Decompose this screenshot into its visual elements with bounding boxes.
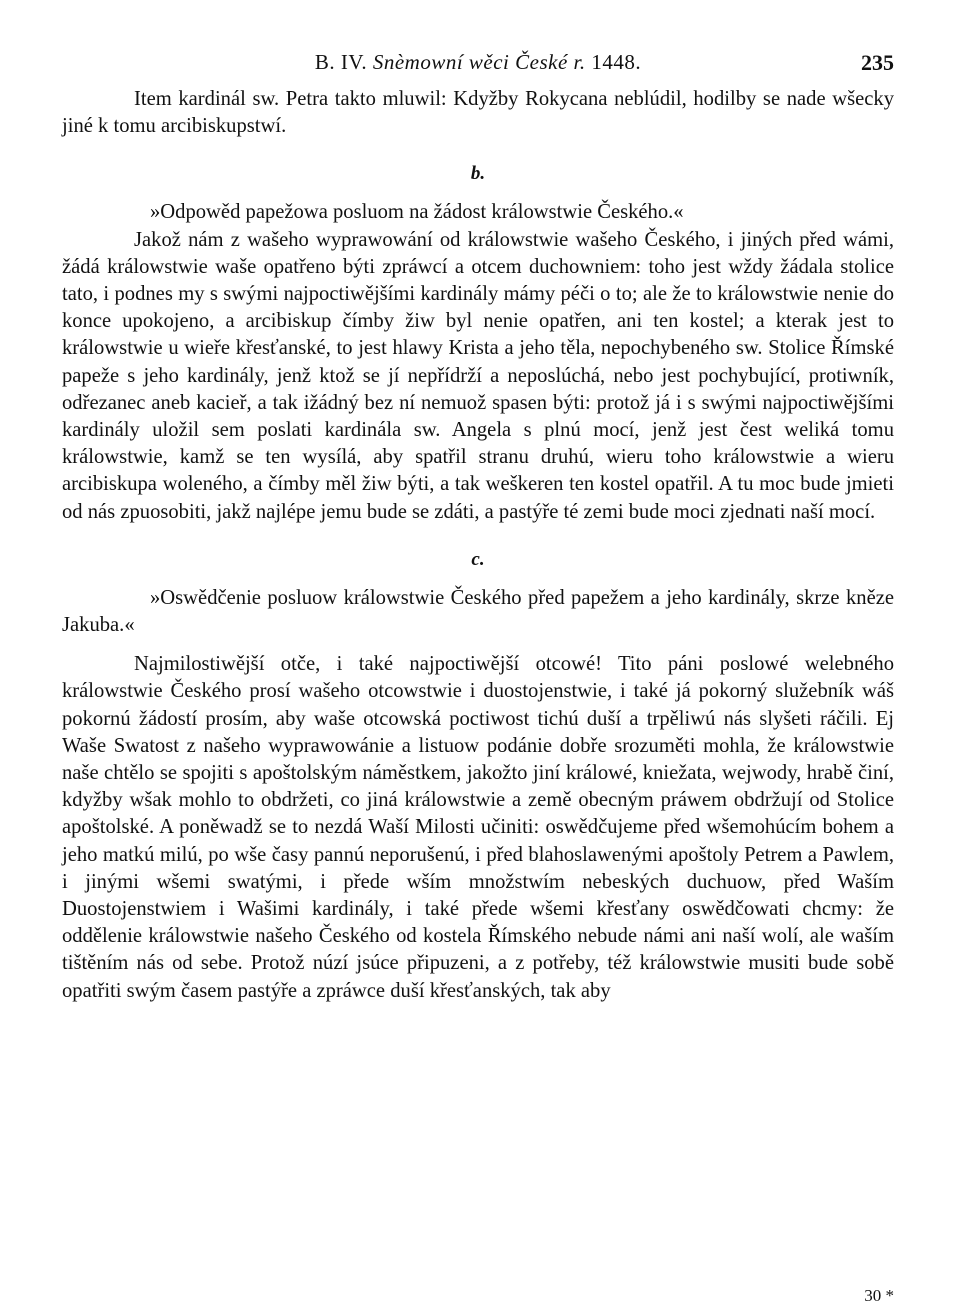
page-number: 235 <box>861 50 894 75</box>
section-c-title: »Oswědčenie posluow králowstwie Českého před papežem a jeho kardinály, skrze kněze Jakuba.« <box>62 586 894 637</box>
running-prefix: B. IV. <box>314 50 368 74</box>
signature-mark: 30 * <box>864 1286 894 1305</box>
running-year: 1448. <box>591 50 642 74</box>
section-c-body: Najmilostiwější otče, i také najpoctiwější otcowé! Tito páni poslowé welebného králowstwie Českého prosí wašeho otcowstwie i duostojenstwie, i také já pokorný služebník wáš pokornú žádostí prosím, aby waše otcowská poctiwost tichú duší a trpěliwú nás slyšeti ráčili. Ej Waše Swatost z našeho wyprawowánie a listuow podánie dobře srozuměti mohla, že králowstwie naše chtělo se spojiti s apoštolským náměstkem, jakožto jiní králowé, kniežata, wejwody, hrabě činí, kdyžby wšak mohlo to obdržeti, co jiná králowstwie a země obecným práwem obdržují od Stolice apoštolské. A poněwadž se to nezdá Waší Milosti učiniti: oswědčujeme před wšemohúcím bohem a jeho matkú milú, po wše časy pannú neporušenú, i před blahoslawenými apoštoly Petrem a Pawlem, i jinými wšemi swatými, i přede wším množstwím nebeských duchuow, před Waším Duostojenstwiem i Wašimi kardinály, i také přede wšemi křesťany oswědčowati chcmy: že oddělenie králowstwie našeho Českého od kostela Římského nebude námi ani naší wolí, ale waším tištěním nás od sebe. Protož núzí jsúce připuzeni, a z potřeby, též králowstwie musiti bude sobě opatřiti swým časem pastýře a zpráwce duší křesťanských, tak aby <box>62 653 894 1002</box>
paragraph-intro: Item kardinál sw. Petra takto mluwil: Kdyžby Rokycana neblúdil, hodilby se nade wšecky jiné k tomu arcibiskupstwí. <box>62 88 894 138</box>
section-b-body: Jakož nám z wašeho wyprawowání od králowstwie wašeho Českého, i jiných před wámi, žádá králowstwie waše opatřeno býti zpráwcí a otcem duchowniem: toho jest wždy žádala stolice tato, i podnes my s swými najpoctiwějšími kardinály mámy péči o to; ale že to králowstwie nenie do konce upokojeno, a arcibiskup čímby žiw byl nenie opatřen, ani ten kostel; a kterak jest to králowstwie u wieře křesťanské, to jest hlawy Krista a jeho těla, nepochybeného sw. Stolice Římské papeže s jeho kardinály, jenž ktož se jí nepřídrží a neposlúchá, nebo jest pochybující, protiwník, odřezanec aneb kacieř, a tak ižádný bez ní nemuož spasen býti: protož já i s swými najpoctiwějšími kardinály uložil sem poslati kardinála sw. Angela s plnú mocí, jenž jest čest weliká tomu králowstwie, kamž se ten wysílá, aby spatřil stranu druhú, wieru toho králowstwie a wieru arcibiskupa woleného, a čímby měl žiw býti, a tak weškeren ten kostel opatřil. A tu moc bude jmieti od nás zpuosobiti, jakž najlépe jemu bude se zdáti, a pastýře té zemi bude moci zjednati naší mocí. <box>62 228 894 523</box>
running-header <box>62 50 894 86</box>
document-page <box>62 50 894 1305</box>
section-b-letter: b. <box>470 163 486 185</box>
running-title <box>62 50 894 75</box>
running-italic: Snèmowní wěci České r. <box>372 50 586 74</box>
section-c-letter: c. <box>471 548 485 570</box>
section-b-title: »Odpowěd papežowa posluom na žádost králowstwie Českého.« <box>150 201 684 224</box>
